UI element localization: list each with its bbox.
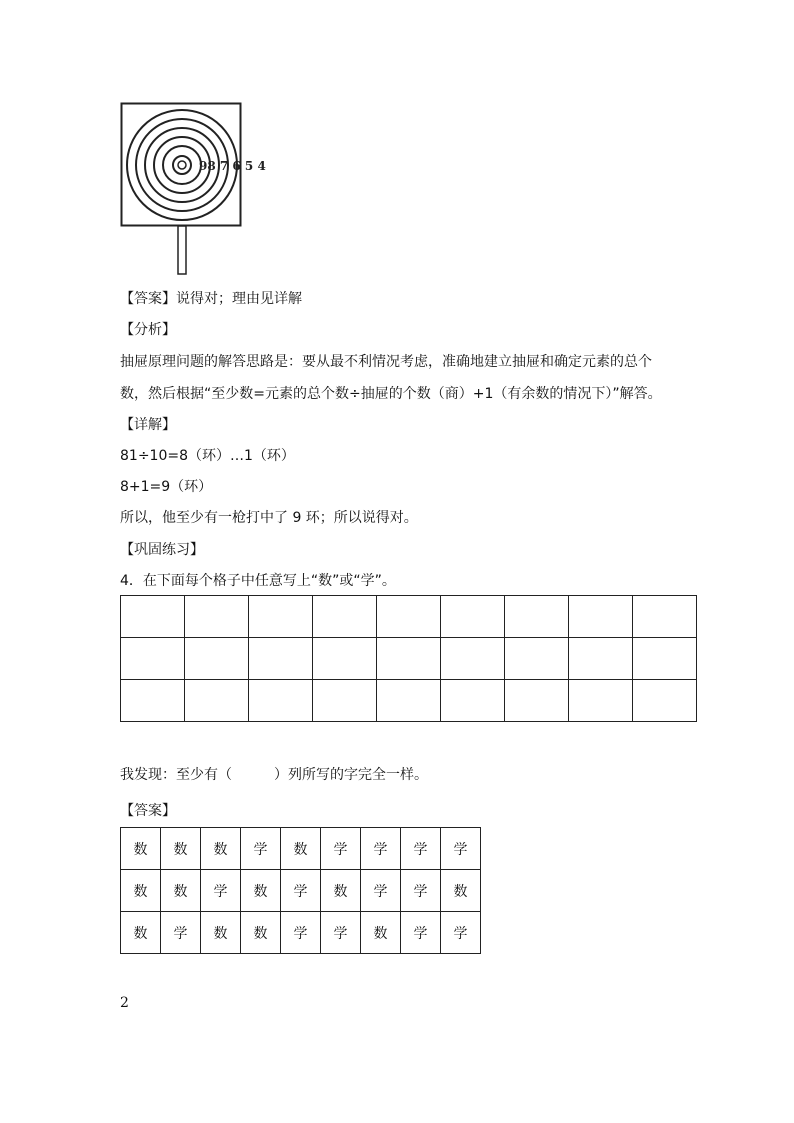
answer-cell: 数: [201, 828, 241, 870]
grid-cell: [121, 596, 185, 638]
table-row: [121, 912, 481, 954]
question-text: 4．在下面每个格子中任意写上“数”或“学”。: [120, 573, 396, 589]
grid-cell: [377, 638, 441, 680]
answer-line: 【答案】说得对；理由见详解: [120, 291, 302, 307]
analysis-heading: 【分析】: [120, 322, 176, 338]
answer-cell: 学: [321, 912, 361, 954]
grid-cell: [441, 638, 505, 680]
ring-number-labels: 98 7 6 5 4: [199, 159, 266, 173]
target-figure: [120, 102, 266, 281]
detail-line-2: 8+1=9（环）: [120, 479, 213, 495]
answer-cell: 数: [121, 912, 161, 954]
detail-heading: 【详解】: [120, 417, 176, 433]
answer-cell: 数: [321, 870, 361, 912]
answer-cell: 学: [361, 870, 401, 912]
answer-cell: 数: [201, 912, 241, 954]
practice-heading: 【巩固练习】: [120, 542, 204, 558]
grid-cell: [313, 680, 377, 722]
target-stand: [178, 226, 186, 274]
grid-cell: [505, 680, 569, 722]
answer-cell: 学: [441, 828, 481, 870]
grid-cell: [633, 638, 697, 680]
answer-cell: 数: [161, 870, 201, 912]
grid-cell: [185, 596, 249, 638]
analysis-text-1: 抽屉原理问题的解答思路是：要从最不利情况考虑，准确地建立抽屉和确定元素的总个: [120, 354, 652, 370]
grid-cell: [185, 638, 249, 680]
answer-cell: 数: [241, 870, 281, 912]
answer-cell: 数: [161, 828, 201, 870]
answer-cell: 数: [361, 912, 401, 954]
answer-cell: 数: [121, 870, 161, 912]
grid-cell: [121, 638, 185, 680]
page-number: 2: [120, 995, 129, 1011]
answer-heading: 【答案】: [120, 803, 176, 819]
answer-cell: 数: [121, 828, 161, 870]
answer-cell: 学: [321, 828, 361, 870]
detail-line-3: 所以，他至少有一枪打中了 9 环；所以说得对。: [120, 510, 418, 526]
grid-cell: [441, 680, 505, 722]
grid-cell: [313, 596, 377, 638]
grid-cell: [313, 638, 377, 680]
answer-cell: 学: [401, 870, 441, 912]
grid-cell: [249, 596, 313, 638]
answer-grid: [120, 827, 481, 954]
answer-cell: 数: [441, 870, 481, 912]
table-row: [121, 870, 481, 912]
answer-cell: 学: [441, 912, 481, 954]
grid-cell: [249, 680, 313, 722]
answer-cell: 学: [401, 912, 441, 954]
table-row: [121, 828, 481, 870]
grid-cell: [633, 596, 697, 638]
grid-cell: [377, 596, 441, 638]
answer-cell: 学: [361, 828, 401, 870]
detail-line-1: 81÷10=8（环）…1（环）: [120, 448, 295, 464]
answer-cell: 数: [281, 828, 321, 870]
grid-cell: [377, 680, 441, 722]
grid-cell: [441, 596, 505, 638]
grid-cell: [185, 680, 249, 722]
answer-cell: 数: [241, 912, 281, 954]
answer-cell: 学: [201, 870, 241, 912]
table-row: [121, 680, 697, 722]
grid-cell: [249, 638, 313, 680]
grid-cell: [505, 596, 569, 638]
grid-cell: [569, 596, 633, 638]
answer-cell: 学: [281, 912, 321, 954]
table-row: [121, 596, 697, 638]
answer-cell: 学: [241, 828, 281, 870]
grid-cell: [121, 680, 185, 722]
analysis-text-2: 数，然后根据“至少数=元素的总个数÷抽屉的个数（商）+1（有余数的情况下）”解答。: [120, 386, 662, 402]
discovery-text: 我发现：至少有（ ）列所写的字完全一样。: [120, 767, 428, 783]
table-row: [121, 638, 697, 680]
grid-cell: [505, 638, 569, 680]
target-illustration: [120, 102, 266, 277]
grid-cell: [633, 680, 697, 722]
empty-exercise-grid: [120, 595, 697, 722]
answer-cell: 学: [161, 912, 201, 954]
grid-cell: [569, 680, 633, 722]
answer-cell: 学: [281, 870, 321, 912]
grid-cell: [569, 638, 633, 680]
answer-cell: 学: [401, 828, 441, 870]
